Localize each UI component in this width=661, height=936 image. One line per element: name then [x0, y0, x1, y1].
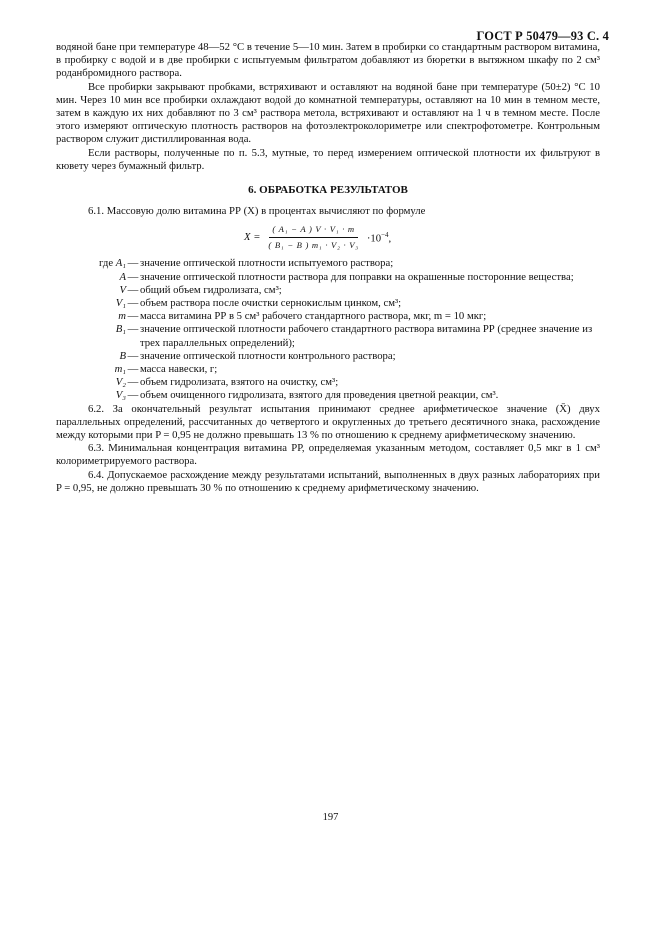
definition-symbol [56, 271, 126, 284]
definition-text: общий объем гидролизата, см³; [140, 283, 282, 296]
definition-row [56, 376, 600, 389]
definition-symbol-text: B₁ [115, 323, 126, 336]
definition-dash: — [127, 376, 139, 389]
definition-symbol-text: V [119, 283, 126, 296]
definition-symbol [56, 257, 126, 270]
definition-symbol [56, 376, 126, 389]
definition-symbol-text: m₁ [114, 363, 126, 376]
formula-numerator: ( A₁ − A ) V · V₁ · m [269, 223, 357, 238]
definition-row [56, 271, 600, 284]
definition-row [56, 350, 600, 363]
definition-dash: — [127, 270, 139, 283]
formula [244, 223, 600, 251]
definition-dash: — [127, 389, 139, 402]
definition-symbol-text: A [119, 270, 126, 283]
definition-dash: — [127, 349, 139, 362]
page-header: ГОСТ Р 50479—93 С. 4 [476, 29, 609, 43]
formula-fraction [265, 223, 361, 252]
formula-exponent: −4 [381, 231, 389, 240]
paragraph-continuation: водяной бане при температуре 48—52 °С в течение 5—10 мин. Затем в пробирки со стандартным раствором витамина, в пробирку с водой и в две пробирки с испытуемым фильтратом добавляют из бюретки в вытяжном шкафу по 2 см³ роданбромидного раствора. [56, 41, 600, 80]
definition-symbol [56, 297, 126, 310]
definition-dash: — [127, 363, 139, 376]
definition-dash: — [127, 310, 139, 323]
definition-text: значение оптической плотности рабочего стандартного раствора витамина РР (среднее значение из трех параллельных определений); [140, 323, 593, 349]
paragraph-6-2: 6.2. За окончательный результат испытания принимают среднее арифметическое значение (X̄) двух параллельных определений, рассчитанных до четвертого и округленных до третьего десятичного знака, расхождение между которыми при P = 0,95 не должно превышать 13 % по отношению к среднему арифметическому значению. [56, 402, 600, 442]
formula-trail: , [388, 232, 392, 245]
definition-symbol-text: V₃ [115, 389, 126, 402]
definition-row [56, 284, 600, 297]
definition-symbol [56, 323, 126, 349]
definition-row [56, 297, 600, 310]
definition-symbol-text: V₂ [115, 376, 126, 389]
definitions-list [56, 257, 600, 402]
formula-lhs: X = [244, 230, 261, 243]
paragraph-filtering: Если растворы, полученные по п. 5.3, мутные, то перед измерением оптической плотности их фильтруют в кювету через бумажный фильтр. [56, 146, 600, 172]
definition-symbol [56, 310, 126, 323]
definition-dash: — [127, 257, 139, 270]
definition-symbol [56, 284, 126, 297]
definition-symbol-text: m [118, 310, 126, 323]
formula-denominator: ( B₁ − B ) m₁ · V₂ · V₃ [268, 239, 359, 250]
definition-text: значение оптической плотности испытуемого раствора; [140, 257, 394, 270]
page-number: 197 [322, 812, 339, 823]
definition-dash: — [127, 283, 139, 296]
definition-row [56, 310, 600, 323]
paragraph-procedure: Все пробирки закрывают пробками, встряхивают и оставляют на водяной бане при температуре (50±2) °С 10 мин. Через 10 мин все пробирки охлаждают водой до комнатной температуры, оставляют на 10 мин в темном месте, затем в каждую их них добавляют по 3 см³ раствора метола, встряхивают и оставляют на 1 ч в темном месте. После этого измеряют оптическую плотность растворов на фотоэлектроколориметре или спектрофотометре. Контрольным раствором служит дистиллированная вода. [56, 80, 600, 146]
definition-row [56, 363, 600, 376]
definition-text: объем гидролизата, взятого на очистку, см³; [140, 376, 339, 389]
definition-symbol [56, 363, 126, 376]
definition-row [56, 257, 600, 270]
formula-multiplier [367, 229, 391, 246]
paragraph-6-1: 6.1. Массовую долю витамина РР (X) в процентах вычисляют по формуле [88, 205, 426, 218]
definition-text: значение оптической плотности раствора для поправки на окрашенные посторонние вещества; [140, 270, 574, 283]
definition-text: объем раствора после очистки сернокислым цинком, см³; [140, 297, 402, 310]
definition-symbol [56, 350, 126, 363]
definition-text: масса навески, г; [140, 363, 218, 376]
definition-row [56, 389, 600, 402]
paragraph-6-4: 6.4. Допускаемое расхождение между результатами испытаний, выполненных в двух разных лабораториях при P = 0,95, не должно превышать 30 % по отношению к среднему арифметическому значению. [56, 468, 600, 494]
body-text [56, 41, 600, 495]
definition-symbol-text: A₁ [115, 257, 126, 270]
definition-row [56, 323, 600, 349]
section-title: 6. ОБРАБОТКА РЕЗУЛЬТАТОВ [248, 184, 408, 197]
definition-dash: — [127, 323, 139, 336]
formula-multiplier-base: ·10 [366, 232, 382, 245]
definition-text: масса витамина РР в 5 см³ рабочего стандартного раствора, мкг, m = 10 мкг; [140, 310, 487, 323]
paragraph-6-3: 6.3. Минимальная концентрация витамина РР, определяемая указанным методом, составляет 0,5 мкг в 1 см³ колориметрируемого раствора. [56, 442, 600, 468]
definition-text: значение оптической плотности контрольного раствора; [140, 349, 396, 362]
definition-symbol [56, 389, 126, 402]
definition-dash: — [127, 297, 139, 310]
definition-symbol-text: V₁ [115, 297, 126, 310]
definition-symbol-text: B [119, 349, 126, 362]
definitions-lead: где [99, 257, 114, 270]
definition-text: объем очищенного гидролизата, взятого для проведения цветной реакции, см³. [140, 389, 499, 402]
